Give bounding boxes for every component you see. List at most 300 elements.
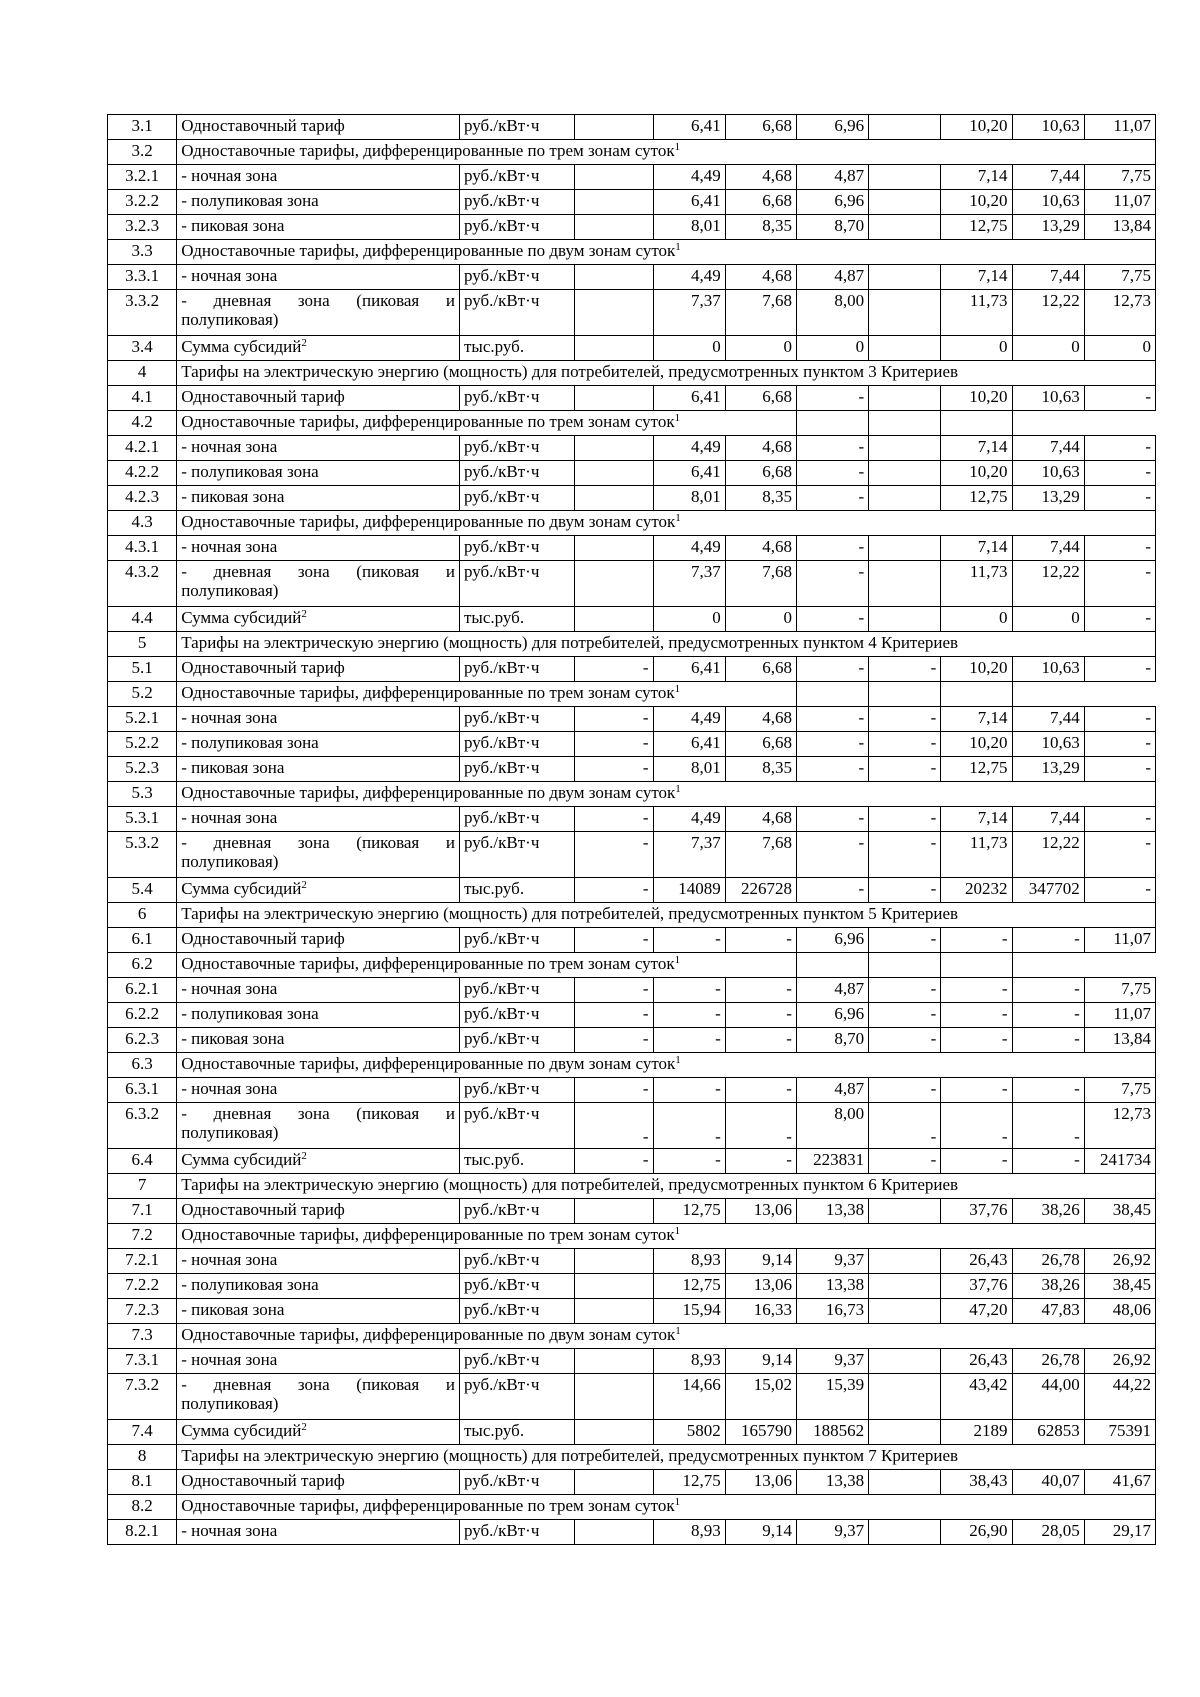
value-cell: 40,07 xyxy=(1012,1470,1084,1495)
value-cell: 8,01 xyxy=(653,215,725,240)
value-cell: - xyxy=(796,707,868,732)
value-cell: - xyxy=(1084,832,1155,878)
value-cell xyxy=(869,336,941,361)
table-row xyxy=(108,461,1156,486)
value-cell xyxy=(869,115,941,140)
row-name xyxy=(177,1470,460,1495)
value-cell: - xyxy=(796,461,868,486)
value-cell: 7,44 xyxy=(1012,707,1084,732)
row-name xyxy=(177,928,460,953)
row-number: 6.3.1 xyxy=(108,1078,177,1103)
section-title-text: Одноставочные тарифы, дифференцированные по трем зонам суток xyxy=(181,1496,675,1515)
value-cell: 0 xyxy=(941,607,1012,632)
value-cell: 9,37 xyxy=(796,1520,868,1545)
section-row xyxy=(108,682,1156,707)
value-cell xyxy=(869,386,941,411)
value-cell: 2189 xyxy=(941,1420,1012,1445)
row-name xyxy=(177,536,460,561)
value-cell: - xyxy=(869,878,941,903)
value-cell: 6,96 xyxy=(796,190,868,215)
value-cell: - xyxy=(575,657,653,682)
value-cell xyxy=(869,1299,941,1324)
value-cell: 0 xyxy=(941,336,1012,361)
value-cell xyxy=(869,461,941,486)
value-cell: 26,92 xyxy=(1084,1349,1155,1374)
value-cell: 6,41 xyxy=(653,386,725,411)
value-cell: 43,42 xyxy=(941,1374,1012,1420)
value-cell: 12,22 xyxy=(1012,290,1084,336)
row-name xyxy=(177,165,460,190)
value-cell xyxy=(575,536,653,561)
value-cell: 8,70 xyxy=(796,215,868,240)
footnote-mark: 2 xyxy=(301,608,307,620)
value-cell: - xyxy=(1084,461,1155,486)
unit-cell: руб./кВт·ч xyxy=(459,657,574,682)
value-cell: - xyxy=(575,732,653,757)
row-name-text: - ночная зона xyxy=(181,808,278,827)
row-name-text: - пиковая зона xyxy=(181,1029,285,1048)
row-number: 7.4 xyxy=(108,1420,177,1445)
value-cell: - xyxy=(725,1003,796,1028)
value-cell: - xyxy=(1084,732,1155,757)
value-cell: 6,68 xyxy=(725,732,796,757)
value-cell: - xyxy=(796,832,868,878)
footnote-mark: 1 xyxy=(674,412,681,424)
section-row xyxy=(108,511,1156,536)
unit-cell: руб./кВт·ч xyxy=(459,1249,574,1274)
row-name xyxy=(177,1199,460,1224)
value-cell: - xyxy=(653,1078,725,1103)
section-row xyxy=(108,632,1156,657)
value-cell: - xyxy=(1012,1028,1084,1053)
value-cell: - xyxy=(869,928,941,953)
value-cell: 10,20 xyxy=(941,115,1012,140)
row-number: 4.2.1 xyxy=(108,436,177,461)
section-title-text: Одноставочные тарифы, дифференцированные по двум зонам суток xyxy=(181,1325,676,1344)
value-cell: 4,68 xyxy=(725,707,796,732)
row-name xyxy=(177,878,460,903)
unit-cell: руб./кВт·ч xyxy=(459,461,574,486)
value-cell: 347702 xyxy=(1012,878,1084,903)
row-number: 4.3.1 xyxy=(108,536,177,561)
section-row xyxy=(108,361,1156,386)
table-row xyxy=(108,1199,1156,1224)
value-cell: 12,75 xyxy=(941,215,1012,240)
footnote-mark: 2 xyxy=(301,1150,307,1162)
row-name xyxy=(177,290,460,336)
value-cell: - xyxy=(941,978,1012,1003)
row-name xyxy=(177,1299,460,1324)
table-row xyxy=(108,1374,1156,1420)
value-cell: 15,94 xyxy=(653,1299,725,1324)
unit-cell: руб./кВт·ч xyxy=(459,386,574,411)
section-title-text: Тарифы на электрическую энергию (мощность) для потребителей, предусмотренных пунктом 7 Критериев xyxy=(181,1446,959,1465)
footnote-mark: 1 xyxy=(675,783,681,795)
value-cell: 7,14 xyxy=(941,536,1012,561)
row-number: 6.3 xyxy=(108,1053,177,1078)
value-cell: - xyxy=(1012,1003,1084,1028)
value-cell: 226728 xyxy=(725,878,796,903)
row-name xyxy=(177,461,460,486)
row-number: 7.3.1 xyxy=(108,1349,177,1374)
value-cell: 0 xyxy=(1012,336,1084,361)
value-cell: - xyxy=(941,1103,1012,1149)
value-cell: 8,35 xyxy=(725,757,796,782)
value-cell: 6,41 xyxy=(653,657,725,682)
value-cell: - xyxy=(653,928,725,953)
value-cell: 6,41 xyxy=(653,190,725,215)
table-row xyxy=(108,1149,1156,1174)
value-cell: 10,63 xyxy=(1012,386,1084,411)
value-cell: 11,73 xyxy=(941,561,1012,607)
value-cell: 6,68 xyxy=(725,115,796,140)
row-name xyxy=(177,1078,460,1103)
value-cell xyxy=(869,607,941,632)
section-row xyxy=(108,782,1156,807)
value-cell: 13,06 xyxy=(725,1199,796,1224)
value-cell: 0 xyxy=(1012,607,1084,632)
section-title-text: Одноставочные тарифы, дифференцированные по двум зонам суток xyxy=(181,512,676,531)
value-cell: - xyxy=(575,1028,653,1053)
value-cell: 9,14 xyxy=(725,1349,796,1374)
value-cell: 26,92 xyxy=(1084,1249,1155,1274)
row-number: 3.3.2 xyxy=(108,290,177,336)
value-cell: 38,45 xyxy=(1084,1274,1155,1299)
row-name xyxy=(177,607,460,632)
value-cell: 13,84 xyxy=(1084,1028,1155,1053)
value-cell: 8,35 xyxy=(725,486,796,511)
value-cell: 165790 xyxy=(725,1420,796,1445)
row-number: 8 xyxy=(108,1445,177,1470)
value-cell: 9,14 xyxy=(725,1249,796,1274)
value-cell xyxy=(575,486,653,511)
value-cell: - xyxy=(869,807,941,832)
value-cell: 7,14 xyxy=(941,165,1012,190)
value-cell: - xyxy=(796,657,868,682)
row-name-text: Сумма субсидий xyxy=(181,1421,302,1440)
value-cell: 4,49 xyxy=(653,436,725,461)
value-cell: 188562 xyxy=(796,1420,868,1445)
value-cell: - xyxy=(725,1078,796,1103)
row-number: 4.2 xyxy=(108,411,177,436)
value-cell: - xyxy=(869,1078,941,1103)
value-cell: 223831 xyxy=(796,1149,868,1174)
row-name-text: Сумма субсидий xyxy=(181,1150,302,1169)
value-cell: 7,44 xyxy=(1012,265,1084,290)
value-cell: 13,29 xyxy=(1012,757,1084,782)
section-row xyxy=(108,903,1156,928)
value-cell: - xyxy=(1084,486,1155,511)
row-name xyxy=(177,215,460,240)
value-cell: - xyxy=(941,928,1012,953)
footnote-mark: 1 xyxy=(675,512,681,524)
value-cell: 14089 xyxy=(653,878,725,903)
unit-cell: руб./кВт·ч xyxy=(459,928,574,953)
row-name-text: - полупиковая зона xyxy=(181,1004,319,1023)
row-number: 7 xyxy=(108,1174,177,1199)
row-number: 5.2.1 xyxy=(108,707,177,732)
value-cell: - xyxy=(575,832,653,878)
value-cell: - xyxy=(653,1003,725,1028)
value-cell: - xyxy=(869,978,941,1003)
table-row xyxy=(108,607,1156,632)
value-cell: 7,37 xyxy=(653,561,725,607)
value-cell xyxy=(869,486,941,511)
row-name xyxy=(177,1028,460,1053)
value-cell: 11,73 xyxy=(941,290,1012,336)
empty-cell xyxy=(869,953,941,978)
footnote-mark: 1 xyxy=(675,1325,681,1337)
section-title-text: Одноставочные тарифы, дифференцированные по трем зонам суток xyxy=(181,954,675,973)
row-number: 7.2.2 xyxy=(108,1274,177,1299)
value-cell xyxy=(575,265,653,290)
row-name-text: - дневная зона (пиковая и полупиковая) xyxy=(181,833,455,871)
unit-cell: руб./кВт·ч xyxy=(459,1349,574,1374)
unit-cell: руб./кВт·ч xyxy=(459,290,574,336)
value-cell: - xyxy=(796,386,868,411)
value-cell: 38,43 xyxy=(941,1470,1012,1495)
value-cell: 5802 xyxy=(653,1420,725,1445)
row-name-text: - дневная зона (пиковая и полупиковая) xyxy=(181,291,455,329)
value-cell: 4,68 xyxy=(725,536,796,561)
value-cell: 7,68 xyxy=(725,561,796,607)
unit-cell: руб./кВт·ч xyxy=(459,707,574,732)
value-cell: 0 xyxy=(653,607,725,632)
value-cell: 12,75 xyxy=(941,757,1012,782)
row-name xyxy=(177,386,460,411)
row-number: 6.2.1 xyxy=(108,978,177,1003)
value-cell: 4,49 xyxy=(653,536,725,561)
value-cell: 38,26 xyxy=(1012,1199,1084,1224)
row-name xyxy=(177,657,460,682)
empty-cell xyxy=(869,682,941,707)
value-cell: 4,87 xyxy=(796,1078,868,1103)
value-cell: 38,26 xyxy=(1012,1274,1084,1299)
empty-cell xyxy=(796,682,868,707)
value-cell: 4,68 xyxy=(725,436,796,461)
value-cell xyxy=(869,536,941,561)
footnote-mark: 1 xyxy=(674,141,681,153)
value-cell: 44,22 xyxy=(1084,1374,1155,1420)
section-title xyxy=(177,1495,1156,1520)
row-name-text: Сумма субсидий xyxy=(181,608,302,627)
section-row xyxy=(108,953,1156,978)
value-cell: 7,44 xyxy=(1012,807,1084,832)
value-cell: 12,22 xyxy=(1012,832,1084,878)
value-cell: 4,87 xyxy=(796,978,868,1003)
table-row xyxy=(108,807,1156,832)
table-row xyxy=(108,757,1156,782)
value-cell xyxy=(869,436,941,461)
value-cell: 13,38 xyxy=(796,1199,868,1224)
value-cell: - xyxy=(1084,657,1155,682)
row-name-text: - ночная зона xyxy=(181,708,278,727)
table-row xyxy=(108,1299,1156,1324)
value-cell: 11,07 xyxy=(1084,1003,1155,1028)
table-row xyxy=(108,928,1156,953)
row-number: 8.1 xyxy=(108,1470,177,1495)
section-row xyxy=(108,1174,1156,1199)
value-cell: 7,75 xyxy=(1084,265,1155,290)
value-cell: 8,01 xyxy=(653,757,725,782)
value-cell: - xyxy=(1012,978,1084,1003)
row-name xyxy=(177,1520,460,1545)
section-row xyxy=(108,1224,1156,1249)
value-cell xyxy=(869,1199,941,1224)
footnote-mark: 1 xyxy=(674,683,681,695)
empty-cell xyxy=(941,953,1012,978)
row-number: 4.2.3 xyxy=(108,486,177,511)
table-row xyxy=(108,657,1156,682)
value-cell: - xyxy=(575,1078,653,1103)
value-cell: 7,44 xyxy=(1012,536,1084,561)
value-cell: 7,14 xyxy=(941,807,1012,832)
value-cell: 6,68 xyxy=(725,190,796,215)
row-number: 6.4 xyxy=(108,1149,177,1174)
unit-cell: руб./кВт·ч xyxy=(459,832,574,878)
value-cell xyxy=(869,1349,941,1374)
value-cell: 12,73 xyxy=(1084,290,1155,336)
value-cell: 8,00 xyxy=(796,1103,868,1149)
row-name xyxy=(177,1374,460,1420)
row-name-text: Одноставочный тариф xyxy=(181,1471,345,1490)
value-cell: 13,06 xyxy=(725,1470,796,1495)
row-name-text: - ночная зона xyxy=(181,1350,278,1369)
value-cell xyxy=(575,1470,653,1495)
section-title-text: Одноставочные тарифы, дифференцированные по трем зонам суток xyxy=(181,412,675,431)
row-number: 6 xyxy=(108,903,177,928)
row-number: 7.3 xyxy=(108,1324,177,1349)
value-cell: 37,76 xyxy=(941,1199,1012,1224)
table-row xyxy=(108,1003,1156,1028)
value-cell: 0 xyxy=(653,336,725,361)
value-cell: 26,43 xyxy=(941,1349,1012,1374)
value-cell: 29,17 xyxy=(1084,1520,1155,1545)
value-cell: - xyxy=(1084,561,1155,607)
row-number: 3.1 xyxy=(108,115,177,140)
table-row xyxy=(108,878,1156,903)
value-cell: 48,06 xyxy=(1084,1299,1155,1324)
value-cell xyxy=(575,190,653,215)
footnote-mark: 1 xyxy=(674,1225,681,1237)
row-name xyxy=(177,115,460,140)
row-number: 4 xyxy=(108,361,177,386)
value-cell: 7,14 xyxy=(941,436,1012,461)
value-cell: 7,75 xyxy=(1084,978,1155,1003)
row-name xyxy=(177,336,460,361)
value-cell: 11,07 xyxy=(1084,928,1155,953)
unit-cell: руб./кВт·ч xyxy=(459,978,574,1003)
table-row xyxy=(108,336,1156,361)
value-cell: 4,49 xyxy=(653,265,725,290)
row-name xyxy=(177,707,460,732)
section-row xyxy=(108,240,1156,265)
row-name-text: - дневная зона (пиковая и полупиковая) xyxy=(181,1104,455,1142)
value-cell: - xyxy=(725,1028,796,1053)
unit-cell: руб./кВт·ч xyxy=(459,1199,574,1224)
value-cell: 6,41 xyxy=(653,115,725,140)
section-title-text: Одноставочные тарифы, дифференцированные по двум зонам суток xyxy=(181,1054,676,1073)
value-cell: 7,14 xyxy=(941,265,1012,290)
section-title-text: Одноставочные тарифы, дифференцированные по двум зонам суток xyxy=(181,783,676,802)
row-name xyxy=(177,1274,460,1299)
row-name xyxy=(177,486,460,511)
row-number: 4.4 xyxy=(108,607,177,632)
value-cell: 10,63 xyxy=(1012,190,1084,215)
value-cell: - xyxy=(575,1103,653,1149)
table-row xyxy=(108,1520,1156,1545)
row-name-text: - полупиковая зона xyxy=(181,191,319,210)
table-row xyxy=(108,290,1156,336)
value-cell: - xyxy=(1084,436,1155,461)
value-cell: - xyxy=(575,757,653,782)
row-name xyxy=(177,732,460,757)
value-cell xyxy=(575,1420,653,1445)
value-cell xyxy=(575,561,653,607)
value-cell: 26,43 xyxy=(941,1249,1012,1274)
value-cell: 62853 xyxy=(1012,1420,1084,1445)
value-cell: - xyxy=(941,1149,1012,1174)
unit-cell: руб./кВт·ч xyxy=(459,1274,574,1299)
row-name-text: - полупиковая зона xyxy=(181,462,319,481)
value-cell: - xyxy=(869,1028,941,1053)
value-cell: - xyxy=(1084,386,1155,411)
value-cell: - xyxy=(575,1003,653,1028)
value-cell: 7,75 xyxy=(1084,165,1155,190)
row-number: 3.2 xyxy=(108,140,177,165)
table-row xyxy=(108,732,1156,757)
value-cell: 10,20 xyxy=(941,461,1012,486)
unit-cell: тыс.руб. xyxy=(459,607,574,632)
value-cell: - xyxy=(1084,757,1155,782)
section-title-text: Одноставочные тарифы, дифференцированные по трем зонам суток xyxy=(181,683,675,702)
row-name xyxy=(177,561,460,607)
table-row xyxy=(108,1103,1156,1149)
value-cell: 6,68 xyxy=(725,386,796,411)
empty-cell xyxy=(941,411,1012,436)
value-cell: - xyxy=(653,1149,725,1174)
value-cell: - xyxy=(796,536,868,561)
unit-cell: руб./кВт·ч xyxy=(459,1299,574,1324)
value-cell: 15,39 xyxy=(796,1374,868,1420)
unit-cell: тыс.руб. xyxy=(459,1420,574,1445)
value-cell: 10,20 xyxy=(941,732,1012,757)
value-cell xyxy=(575,461,653,486)
section-title xyxy=(177,632,1156,657)
value-cell xyxy=(575,436,653,461)
value-cell: 9,14 xyxy=(725,1520,796,1545)
unit-cell: руб./кВт·ч xyxy=(459,165,574,190)
value-cell: 9,37 xyxy=(796,1349,868,1374)
table-row xyxy=(108,215,1156,240)
row-number: 4.3.2 xyxy=(108,561,177,607)
table-row xyxy=(108,536,1156,561)
row-name xyxy=(177,265,460,290)
value-cell: 10,20 xyxy=(941,657,1012,682)
value-cell xyxy=(869,1420,941,1445)
value-cell: 6,41 xyxy=(653,461,725,486)
table-row xyxy=(108,707,1156,732)
table-row xyxy=(108,1470,1156,1495)
row-name-text: Сумма субсидий xyxy=(181,879,302,898)
value-cell xyxy=(575,1199,653,1224)
table-row xyxy=(108,1420,1156,1445)
value-cell xyxy=(869,1520,941,1545)
value-cell: 26,78 xyxy=(1012,1349,1084,1374)
value-cell: - xyxy=(1012,1103,1084,1149)
row-name-text: - ночная зона xyxy=(181,1079,278,1098)
section-title-text: Тарифы на электрическую энергию (мощность) для потребителей, предусмотренных пунктом 4 Критериев xyxy=(181,633,959,652)
